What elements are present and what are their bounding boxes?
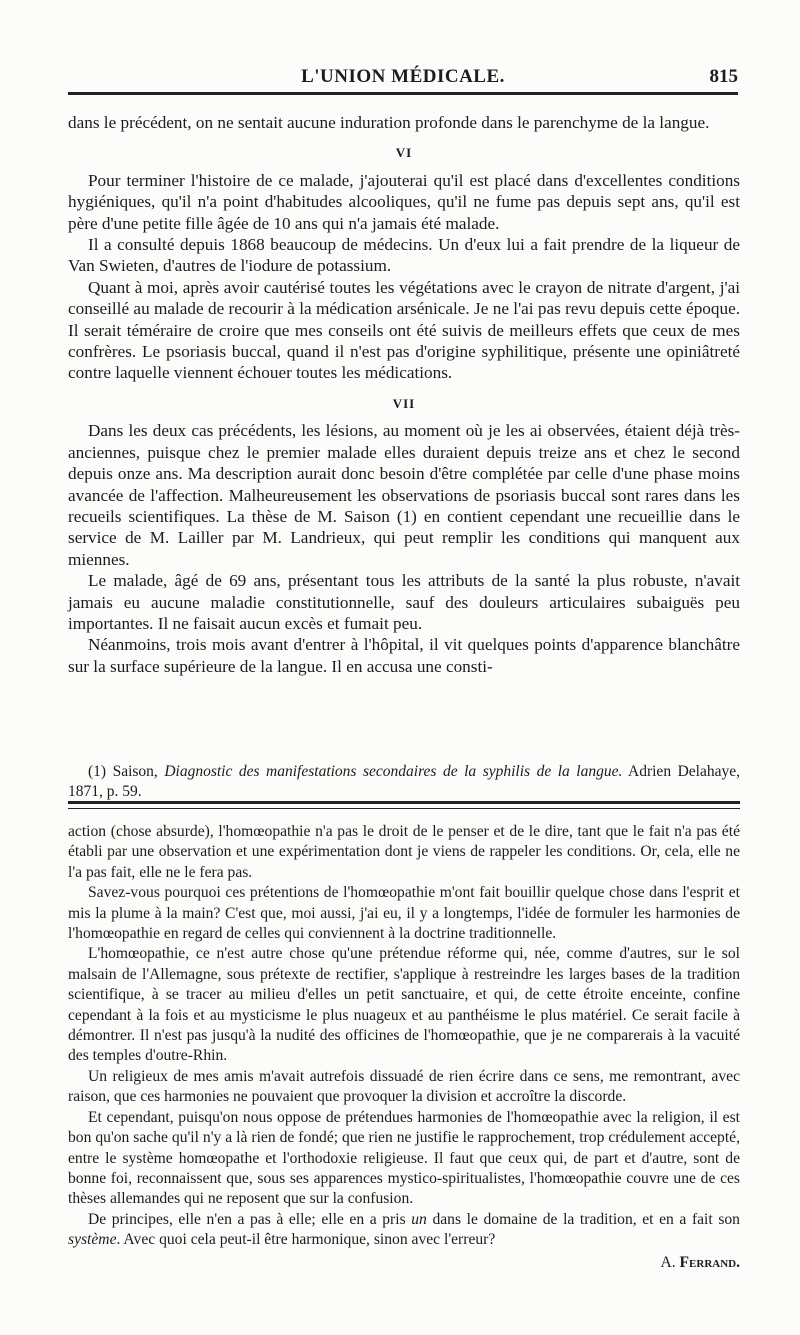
footnote-title: Diagnostic des manifestations secondaires de la syphilis de la langue. xyxy=(164,763,623,780)
footnote xyxy=(68,762,740,802)
section-heading-vii: VII xyxy=(392,395,416,411)
paragraph: Le malade, âgé de 69 ans, présentant tous les attributs de la santé la plus robuste, n'avait jamais eu aucune maladie constitutionnelle, sauf des douleurs articulaires subaiguës peu importantes. Il ne faisait aucun excès et fumait peu. xyxy=(68,571,740,633)
running-title: L'UNION MÉDICALE. xyxy=(301,66,505,87)
italic-text: un xyxy=(411,1210,427,1228)
paragraph: Un religieux de mes amis m'avait autrefois dissuadé de rien écrire dans ce sens, me remontrant, avec raison, que ces harmonies ne pouvaient que provoquer la division et accroître la discorde. xyxy=(68,1067,740,1106)
article-upper-section xyxy=(68,112,740,677)
footnote-text: Adrien Delahaye, 1871, p. 59. xyxy=(68,763,740,800)
page-header xyxy=(68,62,738,95)
article-lower-section xyxy=(68,822,740,1273)
author-signature xyxy=(68,1253,740,1273)
paragraph: Quant à moi, après avoir cautérisé toutes les végétations avec le crayon de nitrate d'argent, j'ai conseillé au malade de recourir à la médication arsénicale. Je ne l'ai pas revu depuis cette époque. Il serait téméraire de croire que mes conseils ont été suivis de meilleurs effets que ceux de mes confrères. Le psoriasis buccal, quand il n'est pas d'origine syphilitique, présente une opiniâtreté contre laquelle viennent échouer toutes les médications. xyxy=(68,277,740,383)
italic-text: système xyxy=(68,1231,117,1249)
signature-initial: A. xyxy=(660,1253,680,1271)
paragraph: Néanmoins, trois mois avant d'entrer à l'hôpital, il vit quelques points d'apparence blanchâtre sur la surface supérieure de la langue. Il en accusa une consti- xyxy=(68,635,740,676)
paragraph: Il a consulté depuis 1868 beaucoup de médecins. Un d'eux lui a fait prendre de la liqueur de Van Swieten, d'autres de l'iodure de potassium. xyxy=(68,235,740,276)
text-run: . Avec quoi cela peut-il être harmonique, sinon avec l'erreur? xyxy=(116,1231,496,1249)
footnote-text: (1) Saison, xyxy=(88,763,165,780)
paragraph xyxy=(68,1210,740,1251)
signature-name: Ferrand. xyxy=(679,1253,740,1271)
section-heading-vi: VI xyxy=(395,145,413,161)
paragraph: Dans les deux cas précédents, les lésions, au moment où je les ai observées, étaient déjà très-anciennes, puisque chez le premier malade elles duraient depuis treize ans et chez le second depuis onze ans. Ma description aurait donc besoin d'être complétée par celle d'une phase moins avancée de l'affection. Malheureusement les observations de psoriasis buccal sont rares dans les recueils scientifiques. La thèse de M. Saison (1) en contient cependant une recueillie dans le service de M. Lailler par M. Landrieux, qui peut remplir les conditions qui manquent aux miennes. xyxy=(68,421,740,569)
text-run: De principes, elle n'en a pas à elle; elle en a pris xyxy=(88,1210,412,1228)
paragraph: dans le précédent, on ne sentait aucune induration profonde dans le parenchyme de la langue. xyxy=(68,113,710,132)
paragraph: Et cependant, puisqu'on nous oppose de prétendues harmonies de l'homœopathie avec la religion, il est bon qu'on sache qu'il n'y a là rien de fondé; que rien ne justifie le rapprochement, trop crédulement accepté, entre le système homœopathe et l'orthodoxie religieuse. Il faut que ceux qui, de part et d'autre, sont de bonne foi, reconnaissent que, sous ses apparences mystico-spiritualistes, l'homœopathie couvre une de ces thèses allemandes qui ne reposent que sur la confusion. xyxy=(68,1108,740,1208)
section-divider-rule xyxy=(68,801,740,809)
paragraph: Savez-vous pourquoi ces prétentions de l'homœopathie m'ont fait bouillir quelque chose dans l'esprit et mis la plume à la main? C'est que, moi aussi, j'ai eu, il y a longtemps, l'idée de formuler les harmonies de l'homœopathie en regard de celles qui conviennent à la doctrine traditionnelle. xyxy=(68,884,740,943)
paragraph: Pour terminer l'histoire de ce malade, j'ajouterai qu'il est placé dans d'excellentes conditions hygiéniques, qu'il n'a point d'habitudes alcooliques, qu'il ne fume pas depuis sept ans, qu'il est père d'une petite fille âgée de 10 ans qui n'a jamais été malade. xyxy=(68,170,740,233)
paragraph: L'homœopathie, ce n'est autre chose qu'une prétendue réforme qui, née, comme d'autres, sur le sol malsain de l'Allemagne, sous prétexte de rectifier, s'applique à restreindre les larges bases de la tradition scientifique, à se tracer au milieu d'elles un petit sanctuaire, et qui, de cette étroite enceinte, confine cependant à la fois et au mysticisme le plus nuageux et au panthéisme le plus matériel. Ce serait facile à démontrer. Il n'est pas jusqu'à la nudité des officines de l'homœopathie, que je ne comparerais à la vacuité des temples d'outre-Rhin. xyxy=(68,945,740,1065)
page-number: 815 xyxy=(709,66,738,87)
text-run: dans le domaine de la tradition, et en a fait son xyxy=(426,1210,740,1228)
paragraph: action (chose absurde), l'homœopathie n'a pas le droit de le penser et de le dire, tant que le fait n'a pas été établi par une observation et une expérimentation dont je viens de rappeler les conditions. Or, cela, elle ne l'a pas fait, elle ne le fera pas. xyxy=(68,823,740,881)
